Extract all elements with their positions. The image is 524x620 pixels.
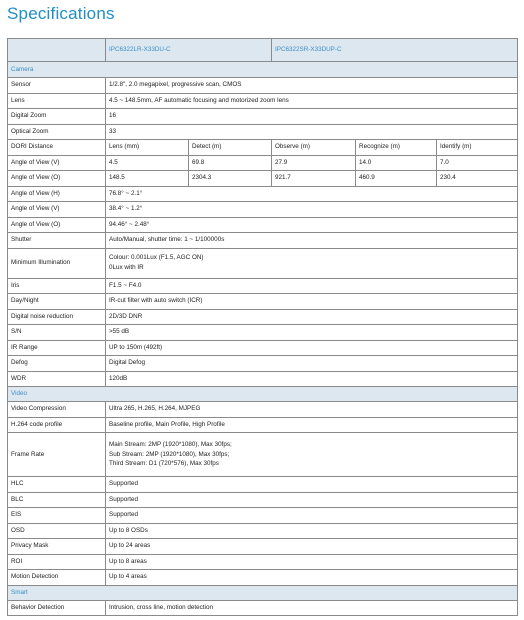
spec-row (8, 523, 518, 539)
spec-value: 76.8° ~ 2.1° (106, 186, 518, 202)
spec-table (7, 38, 518, 616)
spec-row (8, 402, 518, 418)
section-title: Camera (8, 62, 518, 78)
spec-label: BLC (8, 492, 106, 508)
spec-label: Optical Zoom (8, 124, 106, 140)
section-header-row (8, 62, 518, 78)
spec-row (8, 554, 518, 570)
spec-label: Angle of View (H) (8, 186, 106, 202)
spec-row (8, 417, 518, 433)
spec-row (8, 248, 518, 278)
spec-value: Up to 24 areas (106, 539, 518, 555)
spec-value: Ultra 265, H.265, H.264, MJPEG (106, 402, 518, 418)
spec-row (8, 492, 518, 508)
spec-value: Digital Defog (106, 356, 518, 372)
spec-value-line: Main Stream: 2MP (1920*1080), Max 30fps; (109, 440, 232, 448)
spec-value: Up to 8 OSDs (106, 523, 518, 539)
section-title: Smart (8, 585, 518, 600)
spec-row (8, 539, 518, 555)
spec-value: 94.46° ~ 2.48° (106, 217, 518, 233)
spec-label: DORI Distance (8, 140, 106, 156)
spec-value: 1/2.8", 2.0 megapixel, progressive scan, CMOS (106, 78, 518, 94)
spec-label: Sensor (8, 78, 106, 94)
spec-row (8, 371, 518, 387)
spec-value: 120dB (106, 371, 518, 387)
spec-label: Angle of View (V) (8, 202, 106, 218)
spec-value: Baseline profile, Main Profile, High Profile (106, 417, 518, 433)
spec-label: EIS (8, 508, 106, 524)
spec-value: >55 dB (106, 325, 518, 341)
spec-label: Behavior Detection (8, 600, 106, 616)
spec-label: ROI (8, 554, 106, 570)
dori-header-row (8, 140, 518, 156)
spec-label: Shutter (8, 233, 106, 249)
section-title: Video (8, 387, 518, 402)
spec-label: Frame Rate (8, 433, 106, 477)
spec-value: Up to 4 areas (106, 570, 518, 586)
spec-label: Lens (8, 93, 106, 109)
spec-value: Intrusion, cross line, motion detection (106, 600, 518, 616)
spec-row (8, 356, 518, 372)
section-header-row (8, 387, 518, 402)
spec-value (106, 248, 518, 278)
dori-row (8, 155, 518, 171)
spec-label: WDR (8, 371, 106, 387)
dori-column-header: Identify (m) (437, 140, 518, 156)
spec-label: Digital Zoom (8, 109, 106, 125)
spec-label: HLC (8, 477, 106, 493)
spec-label: Video Compression (8, 402, 106, 418)
spec-value: Supported (106, 508, 518, 524)
dori-row (8, 171, 518, 187)
spec-value: 2D/3D DNR (106, 309, 518, 325)
dori-cell: 14.0 (356, 155, 437, 171)
spec-row (8, 124, 518, 140)
spec-value: 33 (106, 124, 518, 140)
spec-value: 4.5 ~ 148.5mm, AF automatic focusing and motorized zoom lens (106, 93, 518, 109)
spec-value-line: 0Lux with IR (109, 264, 144, 271)
dori-cell: 7.0 (437, 155, 518, 171)
dori-column-header: Recognize (m) (356, 140, 437, 156)
dori-cell: 2304.3 (189, 171, 272, 187)
spec-label: IR Range (8, 340, 106, 356)
spec-label: OSD (8, 523, 106, 539)
spec-value-line: Colour: 0.001Lux (F1.5, AGC ON) (109, 254, 204, 262)
dori-column-header: Observe (m) (272, 140, 356, 156)
dori-cell: 230.4 (437, 171, 518, 187)
spec-row (8, 325, 518, 341)
spec-label: Iris (8, 278, 106, 294)
spec-label: Angle of View (V) (8, 155, 106, 171)
spec-row (8, 294, 518, 310)
spec-row (8, 217, 518, 233)
spec-label: Defog (8, 356, 106, 372)
spec-label: Day/Night (8, 294, 106, 310)
spec-value (106, 433, 518, 477)
dori-cell: 460.9 (356, 171, 437, 187)
section-header-row (8, 585, 518, 600)
spec-row (8, 233, 518, 249)
spec-label: Motion Detection (8, 570, 106, 586)
spec-value: 38.4° ~ 1.2° (106, 202, 518, 218)
spec-value-line: Third Stream: D1 (720*576), Max 30fps (109, 460, 219, 468)
spec-row (8, 570, 518, 586)
model-header-blank (8, 39, 106, 62)
spec-value: UP to 150m (492ft) (106, 340, 518, 356)
spec-label: Privacy Mask (8, 539, 106, 555)
spec-label: Digital noise reduction (8, 309, 106, 325)
spec-row (8, 340, 518, 356)
spec-value: Supported (106, 492, 518, 508)
model-name: IPC6322LR-X33DU-C (106, 39, 272, 62)
spec-value: Up to 8 areas (106, 554, 518, 570)
dori-cell: 921.7 (272, 171, 356, 187)
spec-value: Auto/Manual, shutter time: 1 ~ 1/100000s (106, 233, 518, 249)
spec-value: F1.5 ~ F4.0 (106, 278, 518, 294)
dori-cell: 27.9 (272, 155, 356, 171)
spec-row (8, 278, 518, 294)
spec-label: Angle of View (O) (8, 171, 106, 187)
dori-cell: 4.5 (106, 155, 189, 171)
spec-row (8, 600, 518, 616)
spec-row (8, 93, 518, 109)
spec-label: S/N (8, 325, 106, 341)
spec-value-line: Sub Stream: 2MP (1920*1080), Max 30fps; (109, 450, 230, 458)
dori-cell: 148.5 (106, 171, 189, 187)
spec-row (8, 477, 518, 493)
model-header-row (8, 39, 518, 62)
spec-label: Minimum Illumination (8, 248, 106, 278)
spec-row (8, 109, 518, 125)
spec-label: H.264 code profile (8, 417, 106, 433)
spec-row (8, 186, 518, 202)
dori-cell: 69.8 (189, 155, 272, 171)
spec-value: Supported (106, 477, 518, 493)
spec-value: 16 (106, 109, 518, 125)
spec-row (8, 202, 518, 218)
spec-row (8, 508, 518, 524)
dori-column-header: Lens (mm) (106, 140, 189, 156)
spec-row (8, 78, 518, 94)
dori-column-header: Detect (m) (189, 140, 272, 156)
spec-row (8, 309, 518, 325)
spec-value: IR-cut filter with auto switch (ICR) (106, 294, 518, 310)
spec-row (8, 433, 518, 477)
page-title: Specifications (7, 4, 115, 23)
model-name: IPC6322SR-X33DUP-C (272, 39, 518, 62)
spec-label: Angle of View (O) (8, 217, 106, 233)
